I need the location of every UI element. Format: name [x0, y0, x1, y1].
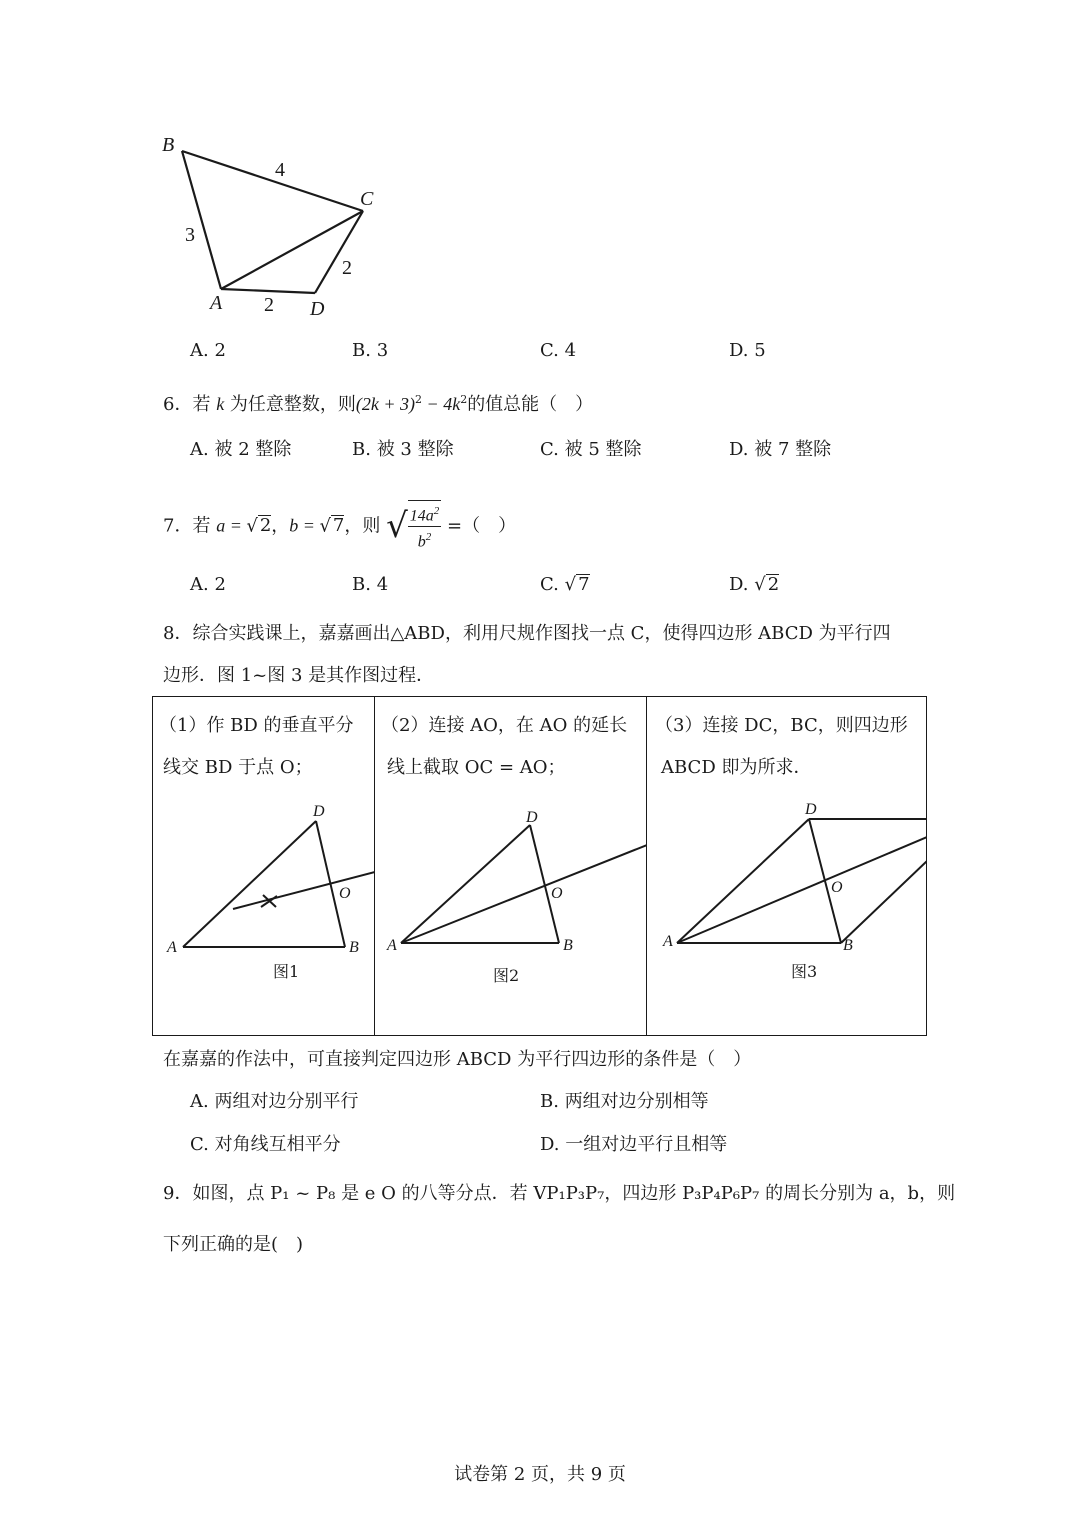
cell3-line2: ABCD 即为所求． [661, 757, 812, 778]
fig2-caption: 图2 [493, 966, 520, 985]
q5-label-D: D [310, 298, 325, 320]
q5-option-a[interactable]: A. 2 [190, 340, 226, 361]
q5-label-A: A [210, 292, 223, 314]
cell1-line2: 线交 BD 于点 O； [163, 757, 313, 778]
q7-stem: 7．若 a = √ 2，b = √ 7，则 √ $\frac{14a^2}{b^2}$ =（ ） [163, 500, 516, 553]
cell2-line2: 线上截取 OC = AO； [387, 757, 566, 778]
segment-BA [182, 151, 221, 289]
q7-option-c[interactable]: C. √ 7 [540, 574, 590, 595]
q8-stem-line1: 8．综合实践课上，嘉嘉画出△ABD，利用尺规作图找一点 C，使得四边形 ABCD 为平行四 [163, 623, 891, 644]
fig2-label-A: A [387, 937, 397, 954]
fig3-label-D: D [805, 801, 817, 818]
q6-option-a[interactable]: A. 被 2 整除 [190, 439, 292, 460]
q5-length-CD: 2 [342, 257, 352, 279]
segment-BC [182, 151, 363, 211]
cell3-line1: （3）连接 DC，BC，则四边形 [655, 715, 908, 736]
q5-option-c[interactable]: C. 4 [540, 340, 577, 361]
fig1-label-O: O [339, 885, 351, 902]
perpendicular-bisector [233, 872, 375, 909]
q6-option-b[interactable]: B. 被 3 整除 [352, 439, 454, 460]
fig3-label-A: A [663, 933, 673, 950]
figure-2 [375, 797, 647, 977]
cell2-line1: （2）连接 AO，在 AO 的延长 [381, 715, 628, 736]
q6-option-c[interactable]: C. 被 5 整除 [540, 439, 642, 460]
figure-3 [647, 797, 927, 977]
page-footer: 试卷第 2 页，共 9 页 [454, 1464, 626, 1485]
fig1-label-D: D [313, 803, 325, 820]
q5-label-C: C [360, 188, 374, 210]
q5-option-d[interactable]: D. 5 [729, 340, 766, 361]
fig2-label-O: O [551, 885, 563, 902]
q9-stem-line1: 9．如图，点 P₁ ~ P₈ 是 e O 的八等分点．若 VP₁P₃P₇，四边形 P₃P₄P₆P₇ 的周长分别为 a，b，则 [163, 1183, 956, 1204]
q8-option-c[interactable]: C. 对角线互相平分 [190, 1134, 341, 1155]
q6-option-d[interactable]: D. 被 7 整除 [729, 439, 832, 460]
q8-option-a[interactable]: A. 两组对边分别平行 [190, 1091, 359, 1112]
q5-option-b[interactable]: B. 3 [352, 340, 389, 361]
ray-AO [401, 845, 647, 943]
q5-label-B: B [162, 134, 175, 156]
q8-construction-table [152, 696, 927, 1036]
q8-stem-line2: 边形．图 1~图 3 是其作图过程． [163, 665, 435, 686]
q5-length-AB: 3 [185, 224, 195, 246]
fig1-label-B: B [349, 939, 359, 956]
q6-stem: 6．若 k 为任意整数，则$(2k + 3)^2 - 4k^2$的值总能（ ） [163, 393, 594, 415]
fig1-caption: 图1 [273, 962, 300, 981]
q8-question: 在嘉嘉的作法中，可直接判定四边形 ABCD 为平行四边形的条件是（ ） [163, 1049, 752, 1070]
q7-option-b[interactable]: B. 4 [352, 574, 389, 595]
fig3-caption: 图3 [791, 962, 818, 981]
q5-length-BC: 4 [275, 159, 285, 181]
q9-stem-line2: 下列正确的是( ) [163, 1234, 304, 1255]
fig3-label-B: B [843, 937, 853, 954]
q7-fraction: $\frac{14a^2}{b^2}$ [408, 501, 442, 553]
segment-AD [221, 289, 315, 293]
q7-option-a[interactable]: A. 2 [190, 574, 226, 595]
q5-length-AD: 2 [264, 294, 274, 316]
cell1-line1: （1）作 BD 的垂直平分 [159, 715, 354, 736]
fig2-label-B: B [563, 937, 573, 954]
q7-option-d[interactable]: D. √ 2 [729, 574, 780, 595]
q8-option-b[interactable]: B. 两组对边分别相等 [540, 1091, 709, 1112]
segment-BC [841, 861, 927, 943]
fig1-label-A: A [167, 939, 177, 956]
fig3-label-O: O [831, 879, 843, 896]
fig2-label-D: D [526, 809, 538, 826]
q8-option-d[interactable]: D. 一组对边平行且相等 [540, 1134, 728, 1155]
